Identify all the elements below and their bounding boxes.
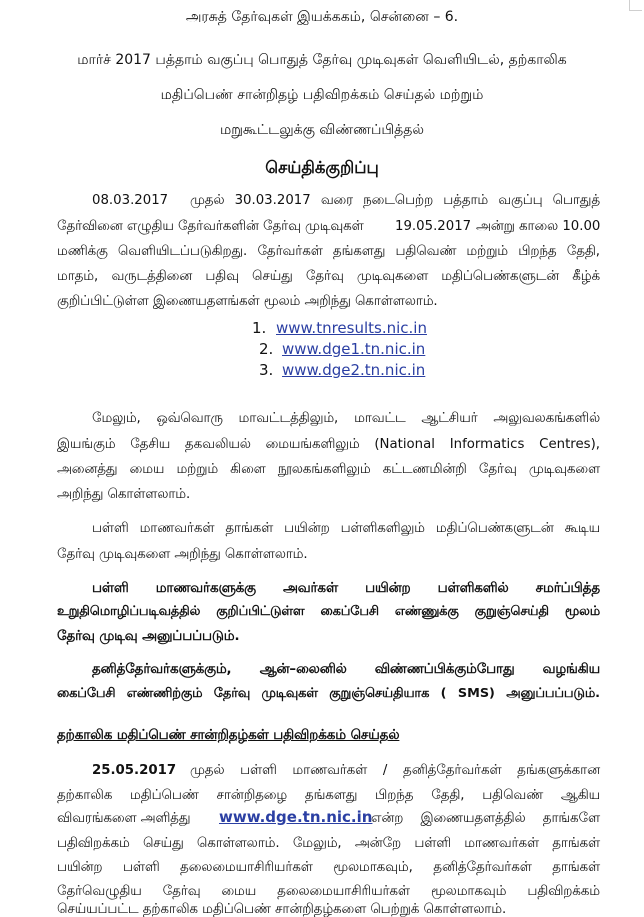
section2-line6: தேர்வெழுதிய தேர்வு மைய தலைமையாசிரியர்கள் மூலமாகவும் பதிவிறக்கம் [57, 884, 600, 899]
para5-line2: கைப்பேசி எண்ணிற்கும் தேர்வு முடிவுகள் குறுஞ்செய்தியாக ( SMS) அனுப்பப்படும். [57, 686, 600, 701]
para5-line1: தனித்தேர்வர்களுக்கும், ஆன்–லைனில் விண்ணப்பிக்கும்போது வழங்கிய [92, 662, 600, 677]
press-release-title: செய்திக்குறிப்பு [265, 158, 379, 177]
subject-line-3: மறுகூட்டலுக்கு விண்ணப்பித்தல் [219, 122, 425, 138]
website-link-dge2[interactable]: www.dge2.tn.nic.in [282, 361, 426, 379]
website-number-1: 1. [252, 319, 267, 337]
para1-line3: மணிக்கு வெளியிடப்படுகிறது. தேர்வர்கள் தங்களது பதிவெண் மற்றும் பிறந்த தேதி, [57, 244, 600, 259]
para2-line2: இயங்கும் தேசிய தகவலியல் மையங்களிலும் (National Informatics Centres), [57, 437, 600, 452]
para1-line2-a: தேர்வினை எழுதிய தேர்வர்களின் தேர்வு முடிவுகள் [57, 219, 364, 234]
section2-line2: தற்காலிக மதிப்பெண் சான்றிதழை தங்களது பிறந்த தேதி, பதிவெண் ஆகிய [57, 788, 600, 803]
website-link-dge[interactable]: www.dge.tn.nic.in [219, 808, 373, 826]
para2-line4: அறிந்து கொள்ளலாம். [57, 487, 191, 502]
para2-line3: அனைத்து மைய மற்றும் கிளை நூலகங்களிலும் கட்டணமின்றி தேர்வு முடிவுகளை [57, 462, 600, 477]
website-link-dge1[interactable]: www.dge1.tn.nic.in [282, 340, 426, 358]
section2-line3-a: விவரங்களை அளித்து [57, 811, 191, 826]
website-number-2: 2. [259, 340, 274, 358]
section-heading-provisional-certificate: தற்காலிக மதிப்பெண் சான்றிதழ்கள் பதிவிறக்கம் செய்தல் [57, 728, 400, 743]
website-number-3: 3. [259, 361, 274, 379]
para2-line1: மேலும், ஒவ்வொரு மாவட்டத்திலும், மாவட்ட ஆட்சியர் அலுவலகங்களில் [92, 411, 600, 426]
para3-line2: தேர்வு முடிவுகளை அறிந்து கொள்ளலாம். [57, 547, 308, 562]
section2-line3-b: என்ற இணையதளத்தில் தாங்களே [371, 811, 600, 826]
download-start-date: 25.05.2017 [92, 763, 177, 778]
section2-line7: செய்யப்பட்ட தற்காலிக மதிப்பெண் சான்றிதழ்களை பெற்றுக் கொள்ளலாம். [57, 902, 507, 917]
section2-line4: பதிவிறக்கம் செய்து கொள்ளலாம். மேலும், அன்றே பள்ளி மாணவர்கள் தாங்கள் [57, 836, 600, 851]
para4-line1: பள்ளி மாணவர்களுக்கு அவர்கள் பயின்ற பள்ளிகளில் சமர்ப்பித்த [92, 581, 600, 596]
section2-line1-rest: முதல் பள்ளி மாணவர்கள் / தனித்தேர்வர்கள் தங்களுக்கான [190, 763, 600, 778]
exam-start-date: 08.03.2017 [92, 193, 169, 208]
subject-line-2: மதிப்பெண் சான்றிதழ் பதிவிறக்கம் செய்தல் மற்றும் [160, 87, 484, 103]
para1-line2-b: அன்று காலை 10.00 [476, 219, 601, 234]
para1-line5: குறிப்பிட்டுள்ள இணையதளங்கள் மூலம் அறிந்து கொள்ளலாம். [57, 294, 438, 309]
para1-line4: மாதம், வருடத்தினை பதிவு செய்து தேர்வு முடிவுகளை மதிப்பெண்களுடன் கீழ்க் [57, 269, 600, 284]
subject-line-1: மார்ச் 2017 பத்தாம் வகுப்பு பொதுத் தேர்வு முடிவுகள் வெளியிடல், தற்காலிக [77, 52, 567, 68]
para1-line1-rest: முதல் 30.03.2017 வரை நடைபெற்ற பத்தாம் வகுப்பு பொதுத் [190, 193, 600, 208]
result-date: 19.05.2017 [395, 219, 472, 234]
section2-line5: பயின்ற பள்ளி தலைமையாசிரியர்கள் மூலமாகவும், தனித்தேர்வர்கள் தாங்கள் [57, 860, 600, 875]
para3-line1: பள்ளி மாணவர்கள் தாங்கள் பயின்ற பள்ளிகளிலும் மதிப்பெண்களுடன் கூடிய [92, 521, 600, 536]
website-link-tnresults[interactable]: www.tnresults.nic.in [276, 319, 427, 337]
para4-line3: தேர்வு முடிவு அனுப்பப்படும். [57, 629, 240, 644]
para4-line2: உறுதிமொழிப்படிவத்தில் குறிப்பிட்டுள்ள கைப்பேசி எண்ணுக்கு குறுஞ்செய்தி மூலம் [57, 604, 600, 619]
office-heading: அரசுத் தேர்வுகள் இயக்ககம், சென்னை – 6. [185, 9, 459, 25]
